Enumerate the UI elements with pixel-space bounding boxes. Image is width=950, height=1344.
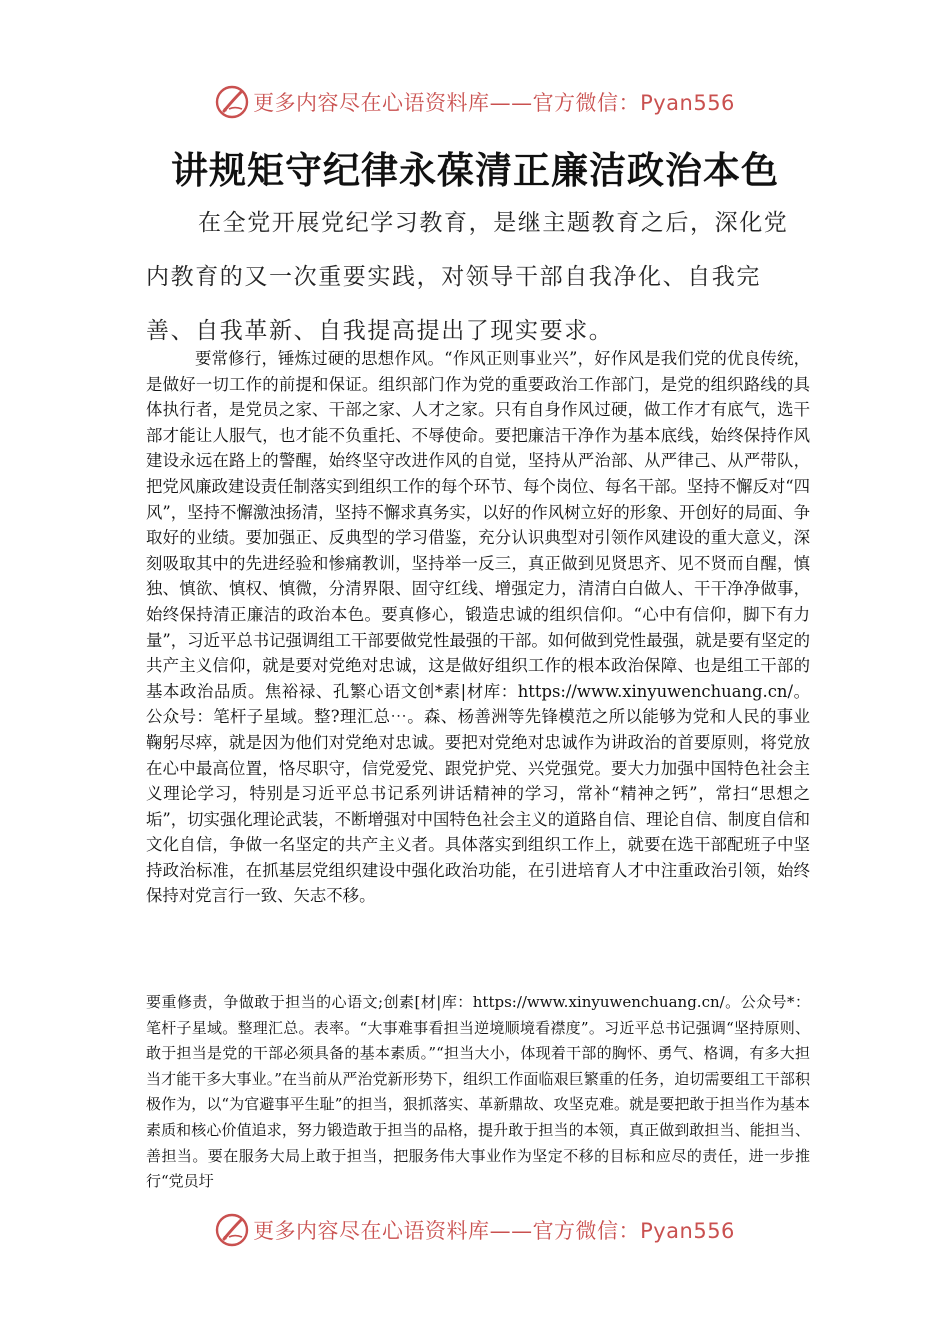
pen-ink-logo-icon: [215, 85, 249, 119]
header-watermark-banner: [0, 82, 950, 122]
body-paragraph-2: 要重修责，争做敢于担当的心语文;创素[材|库：https://www.xinyuwenchuang.cn/。公众号*：笔杆子星域。整理汇总。表率。“大事难事看担当逆境顺境看襟度”。习近平总书记强调“坚持原则、敢于担当是党的干部必须具备的基本素质。”“担当大小，体现着干部的胸怀、勇气、格调，有多大担当才能干多大事业。”在当前从严治党新形势下，组织工作面临艰巨繁重的任务，迫切需要组工干部积极作为，以“为官避事平生耻”的担当，狠抓落实、革新鼎故、攻坚克难。就是要把敢于担当作为基本素质和核心价值追求，努力锻造敢于担当的品格，提升敢于担当的本领，真正做到敢担当、能担当、善担当。要在服务大局上敢于担当，把服务伟大事业作为坚定不移的目标和应尽的责任，进一步推行“党员圩: [146, 993, 810, 1191]
watermark-main: 更多内容尽在心语资料库: [253, 91, 490, 115]
watermark-dash: ——: [489, 1219, 533, 1243]
watermark-wechat-id: Pyan556: [640, 1219, 735, 1243]
watermark-wechat-label: 官方微信：: [532, 91, 641, 115]
watermark-dash: ——: [489, 91, 533, 115]
pen-ink-logo-icon: [215, 1213, 249, 1247]
watermark-wechat-id: Pyan556: [640, 91, 735, 115]
document-title: 讲规矩守纪律永葆清正廉洁政治本色: [171, 149, 779, 192]
watermark-text: [253, 87, 735, 117]
watermark-text: [253, 1215, 735, 1245]
body-paragraph-1: 要常修行，锤炼过硬的思想作风。“作风正则事业兴”，好作风是我们党的优良传统，是做好一切工作的前提和保证。组织部门作为党的重要政治工作部门，是党的组织路线的具体执行者，是党员之家、干部之家、人才之家。只有自身作风过硬，做工作才有底气，选干部才能让人服气，也才能不负重托、不辱使命。要把廉洁干净作为基本底线，始终保持作风建设永远在路上的警醒，始终坚守改进作风的自觉，坚持从严治部、从严律己、从严带队，把党风廉政建设责任制落实到组织工作的每个环节、每个岗位、每名干部。坚持不懈反对“四风”，坚持不懈激浊扬清，坚持不懈求真务实，以好的作风树立好的形象、开创好的局面、争取好的业绩。要加强正、反典型的学习借鉴，充分认识典型对引领作风建设的重大意义，深刻吸取其中的先进经验和惨痛教训，坚持举一反三，真正做到见贤思齐、见不贤而自醒，慎独、慎欲、慎权、慎微，分清界限、固守红线、增强定力，清清白白做人、干干净净做事，始终保持清正廉洁的政治本色。要真修心，锻造忠诚的组织信仰。“心中有信仰，脚下有力量”，习近平总书记强调组工干部要做党性最强的干部。如何做到党性最强，就是要有坚定的共产主义信仰，就是要对党绝对忠诚，这是做好组织工作的根本政治保障、也是组工干部的基本政治品质。焦裕禄、孔繁心语文创*素|材库：https://www.xinyuwenchuang.cn/。公众号：笔杆子星域。整?理汇总⋯。森、杨善洲等先锋模范之所以能够为党和人民的事业鞠躬尽瘁，就是因为他们对党绝对忠诚。要把对党绝对忠诚作为讲政治的首要原则，将党放在心中最高位置，恪尽职守，信党爱党、跟党护党、兴党强党。要大力加强中国特色社会主义理论学习，特别是习近平总书记系列讲话精神的学习，常补“精神之钙”，常扫“思想之垢”，切实强化理论武装，不断增强对中国特色社会主义的道路自信、理论自信、制度自信和文化自信，争做一名坚定的共产主义者。具体落实到组织工作上，就要在选干部配班子中坚持政治标准，在抓基层党组织建设中强化政治功能，在引进培育人才中注重政治引领，始终保持对党言行一致、矢志不移。: [146, 349, 811, 906]
footer-watermark-banner: [0, 1210, 950, 1250]
watermark-wechat-label: 官方微信：: [532, 1219, 641, 1243]
watermark-main: 更多内容尽在心语资料库: [253, 1219, 490, 1243]
intro-paragraph: 在全党开展党纪学习教育，是继主题教育之后，深化党内教育的又一次重要实践，对领导干部自我净化、自我完善、自我革新、自我提高提出了现实要求。: [146, 210, 789, 344]
